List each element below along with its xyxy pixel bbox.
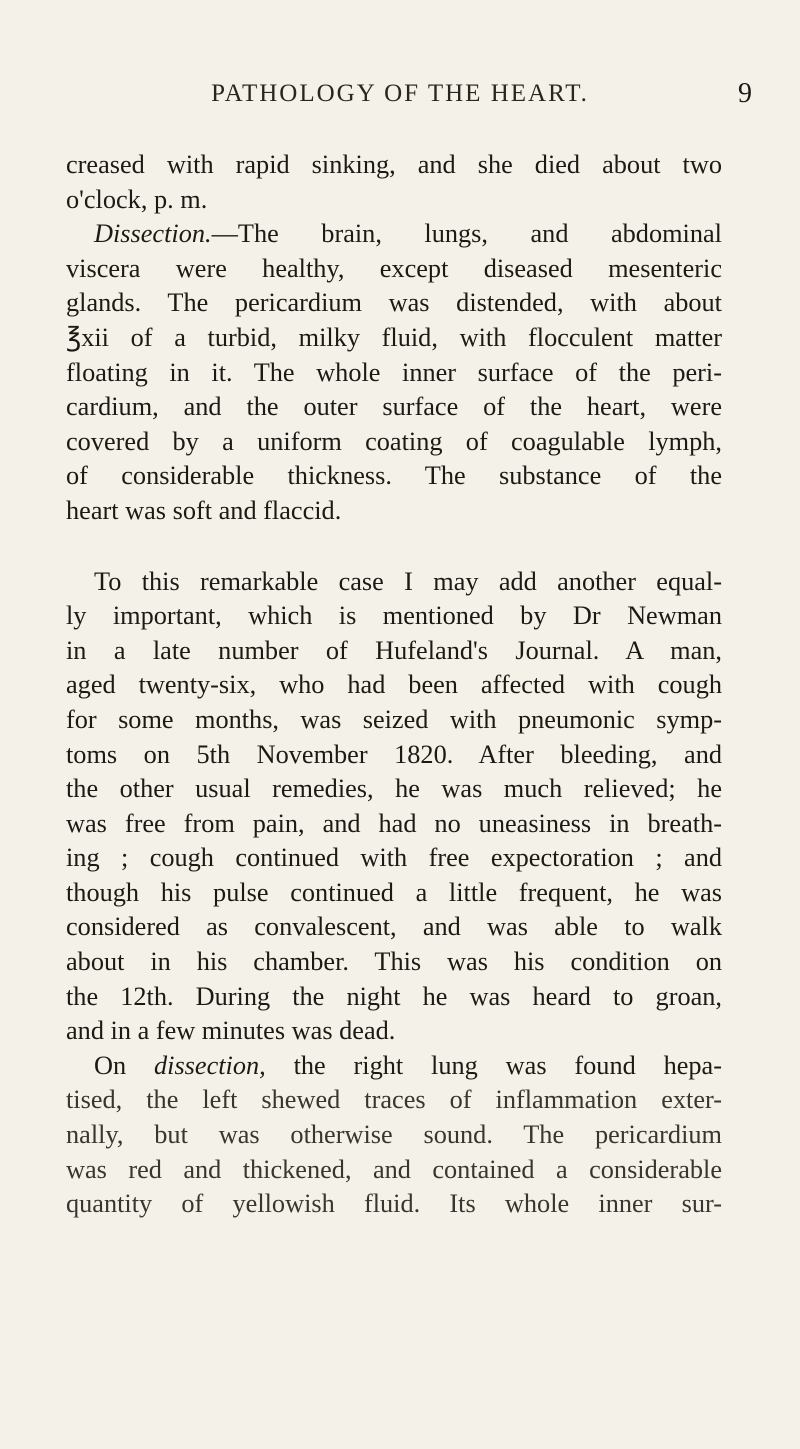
text-line: glands. The pericardium was distended, with about: [66, 288, 722, 318]
text-line: viscera were healthy, except diseased mesenteric: [66, 253, 722, 283]
text-line: tised, the left shewed traces of inflammation exter-: [66, 1085, 722, 1115]
text-line: for some months, was seized with pneumonic symp-: [66, 704, 722, 734]
paragraph-dissection: [66, 217, 722, 528]
text-line: [66, 1049, 722, 1084]
text-line: floating in it. The whole inner surface of the peri-: [66, 357, 722, 387]
text-line: the 12th. During the night he was heard to groan,: [66, 981, 722, 1011]
text-line: aged twenty-six, who had been affected with cough: [66, 670, 722, 700]
text-line: [66, 217, 722, 252]
paragraph-case-report: [66, 565, 722, 1049]
text-line: To this remarkable case I may add another equal-: [94, 566, 722, 596]
text-line: quantity of yellowish fluid. Its whole inner sur-: [66, 1189, 722, 1219]
text-line: ly important, which is mentioned by Dr Newman: [66, 601, 722, 631]
text-line: cardium, and the outer surface of the heart, were: [66, 392, 722, 422]
text-line: heart was soft and flaccid.: [66, 495, 342, 525]
section-lead-italic: dissection,: [153, 1050, 266, 1080]
text-span: the right lung was found hepa-: [265, 1050, 722, 1080]
text-line: in a late number of Hufeland's Journal. A man,: [66, 635, 722, 665]
text-line: toms on 5th November 1820. After bleeding, and: [66, 739, 722, 769]
page-header: [0, 80, 800, 120]
text-line: o'clock, p. m.: [66, 184, 208, 214]
text-line: of considerable thickness. The substance of the: [66, 461, 722, 491]
text-line: was red and thickened, and contained a considerable: [66, 1154, 722, 1184]
text-span: On: [94, 1050, 154, 1080]
text-line: creased with rapid sinking, and she died about two: [66, 150, 722, 179]
text-line: covered by a uniform coating of coagulable lymph,: [66, 426, 722, 456]
text-line: though his pulse continued a little frequent, he was: [66, 877, 722, 907]
running-head: PATHOLOGY OF THE HEART.: [211, 80, 589, 107]
text-line: the other usual remedies, he was much relieved; he: [66, 774, 722, 804]
paragraph-second-dissection: [66, 1049, 722, 1222]
text-line: and in a few minutes was dead.: [66, 1016, 396, 1046]
text-line: considered as convalescent, and was able to walk: [66, 912, 722, 942]
paragraph-continuation: [66, 148, 722, 217]
section-lead-italic: Dissection.: [94, 219, 212, 249]
page-number: 9: [738, 78, 752, 109]
text-line: nally, but was otherwise sound. The pericardium: [66, 1120, 722, 1150]
text-line: about in his chamber. This was his condition on: [66, 947, 722, 977]
paragraph-gap: [66, 529, 722, 565]
text-span: —The brain, lungs, and abdominal: [211, 219, 722, 249]
text-line: was free from pain, and had no uneasiness in breath-: [66, 808, 722, 838]
text-line: ing ; cough continued with free expectoration ; and: [66, 843, 722, 873]
body-text: [66, 148, 722, 1222]
text-line: ℥xii of a turbid, milky fluid, with flocculent matter: [66, 322, 722, 352]
